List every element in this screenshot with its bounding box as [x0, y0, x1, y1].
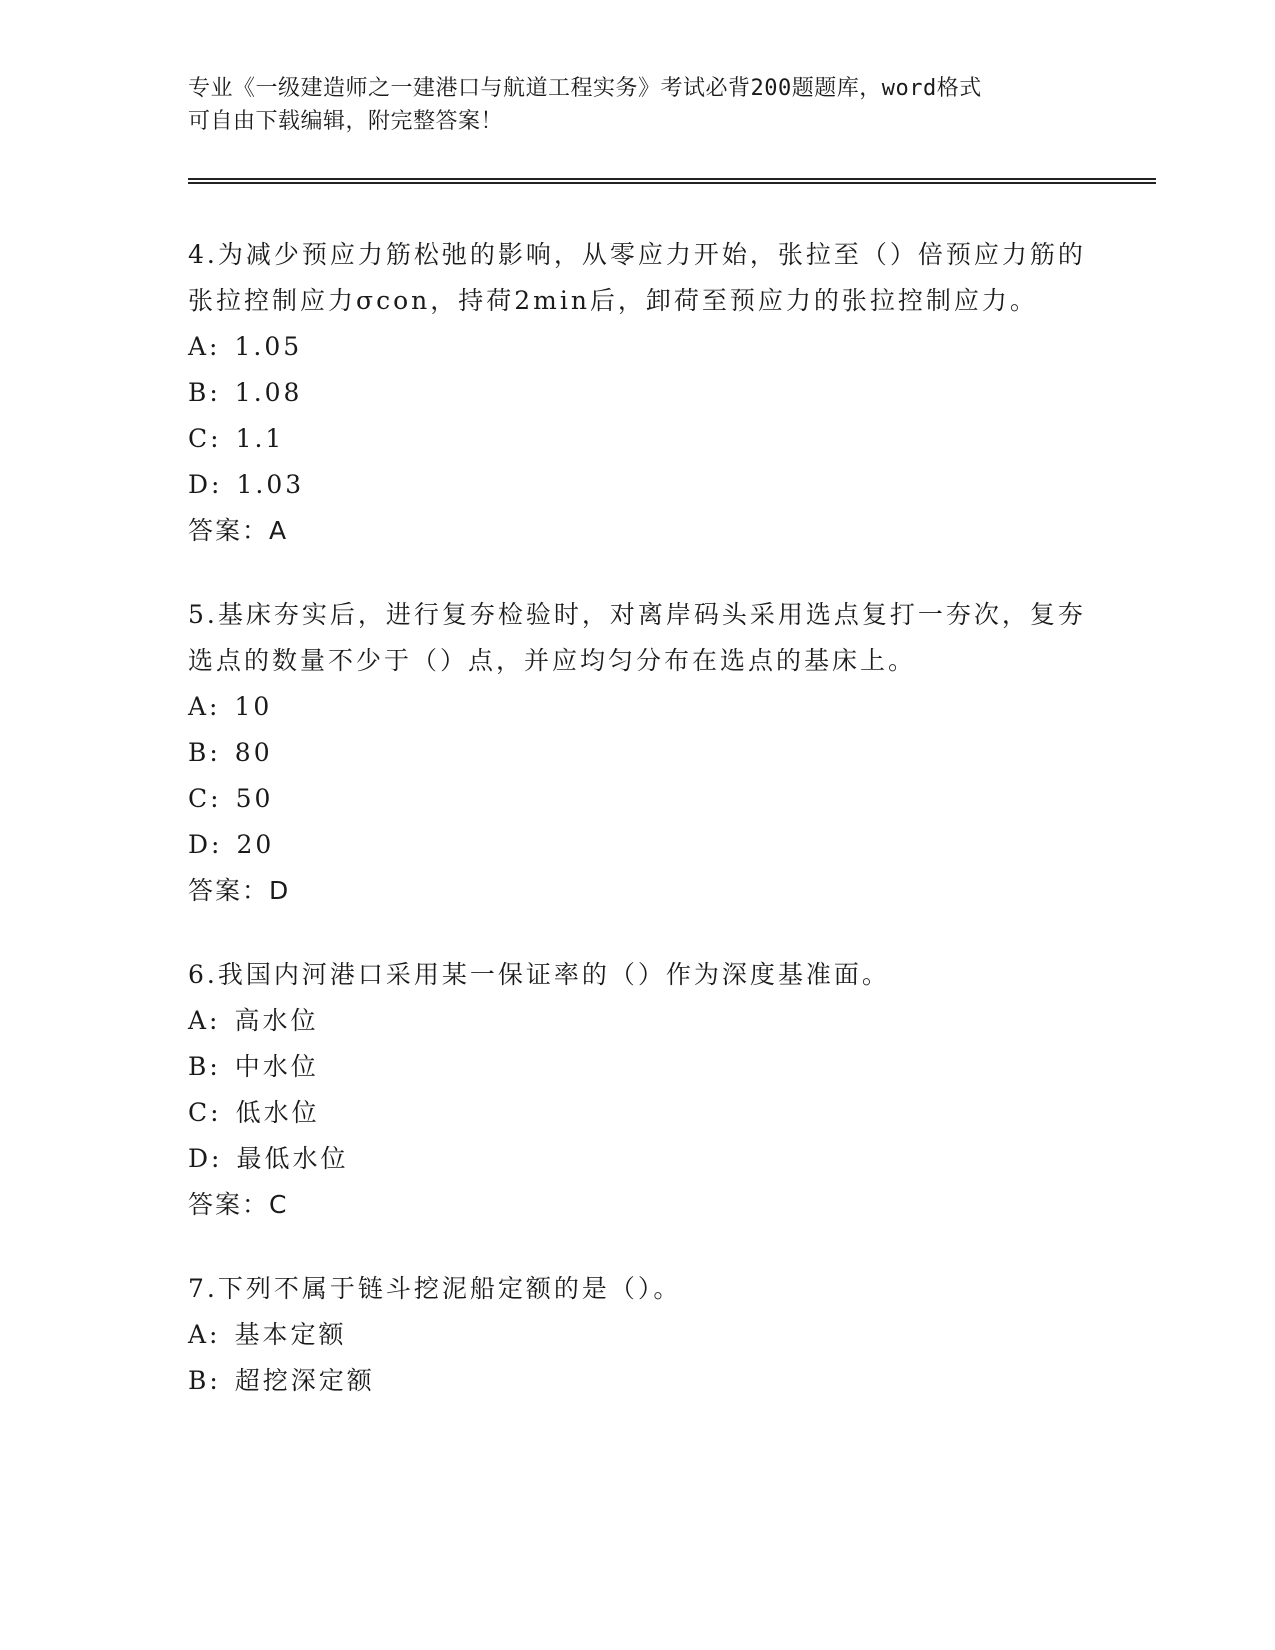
option-text: 1.05	[234, 332, 303, 361]
option-key: A:	[188, 692, 221, 721]
option-text: 1.03	[236, 470, 305, 499]
question-stem: 4.为减少预应力筋松弛的影响，从零应力开始，张拉至（）倍预应力筋的张拉控制应力σcon，持荷2min后，卸荷至预应力的张拉控制应力。	[188, 240, 1086, 315]
answer-line: 答案：C	[188, 1190, 289, 1219]
option-key: B:	[188, 378, 221, 407]
option-d	[188, 1136, 1088, 1182]
option-key: C:	[188, 1098, 222, 1127]
answer-line: 答案：D	[188, 876, 291, 905]
option-c	[188, 416, 1088, 462]
question-stem: 5.基床夯实后，进行复夯检验时，对离岸码头采用选点复打一夯次，复夯选点的数量不少于（）点，并应均匀分布在选点的基床上。	[188, 600, 1086, 675]
option-b	[188, 370, 1088, 416]
option-a	[188, 998, 1088, 1044]
option-text: 最低水位	[236, 1144, 349, 1173]
option-key: C:	[188, 424, 222, 453]
option-text: 低水位	[235, 1098, 320, 1127]
question-4	[188, 232, 1088, 554]
header-line-2: 可自由下载编辑，附完整答案！	[188, 109, 504, 134]
option-key: C:	[188, 784, 222, 813]
option-text: 超挖深定额	[234, 1366, 375, 1395]
option-a	[188, 324, 1088, 370]
document-header	[188, 72, 1078, 138]
option-key: B:	[188, 1052, 221, 1081]
option-a	[188, 684, 1088, 730]
option-a	[188, 1312, 1088, 1358]
question-5	[188, 592, 1088, 914]
option-text: 20	[236, 830, 275, 859]
option-text: 基本定额	[234, 1320, 347, 1349]
option-d	[188, 822, 1088, 868]
option-key: D:	[188, 830, 223, 859]
option-text: 50	[235, 784, 274, 813]
option-key: B:	[188, 738, 221, 767]
question-6	[188, 952, 1088, 1228]
option-text: 80	[234, 738, 273, 767]
question-stem: 6.我国内河港口采用某一保证率的（）作为深度基准面。	[188, 960, 890, 989]
option-text: 高水位	[234, 1006, 319, 1035]
option-text: 1.08	[234, 378, 303, 407]
option-key: A:	[188, 332, 221, 361]
option-key: A:	[188, 1006, 221, 1035]
option-text: 中水位	[234, 1052, 319, 1081]
option-key: D:	[188, 470, 223, 499]
option-key: B:	[188, 1366, 221, 1395]
option-b	[188, 1358, 1088, 1404]
option-key: A:	[188, 1320, 221, 1349]
header-double-rule	[188, 178, 1156, 184]
answer-line: 答案：A	[188, 516, 289, 545]
question-7	[188, 1266, 1088, 1404]
option-c	[188, 776, 1088, 822]
option-d	[188, 462, 1088, 508]
option-c	[188, 1090, 1088, 1136]
option-b	[188, 730, 1088, 776]
question-stem: 7.下列不属于链斗挖泥船定额的是（）。	[188, 1274, 682, 1303]
option-text: 1.1	[235, 424, 285, 453]
question-list	[188, 232, 1088, 1442]
option-key: D:	[188, 1144, 223, 1173]
header-line-1: 专业《一级建造师之一建港口与航道工程实务》考试必背200题题库，word格式	[188, 76, 982, 101]
option-text: 10	[234, 692, 273, 721]
option-b	[188, 1044, 1088, 1090]
